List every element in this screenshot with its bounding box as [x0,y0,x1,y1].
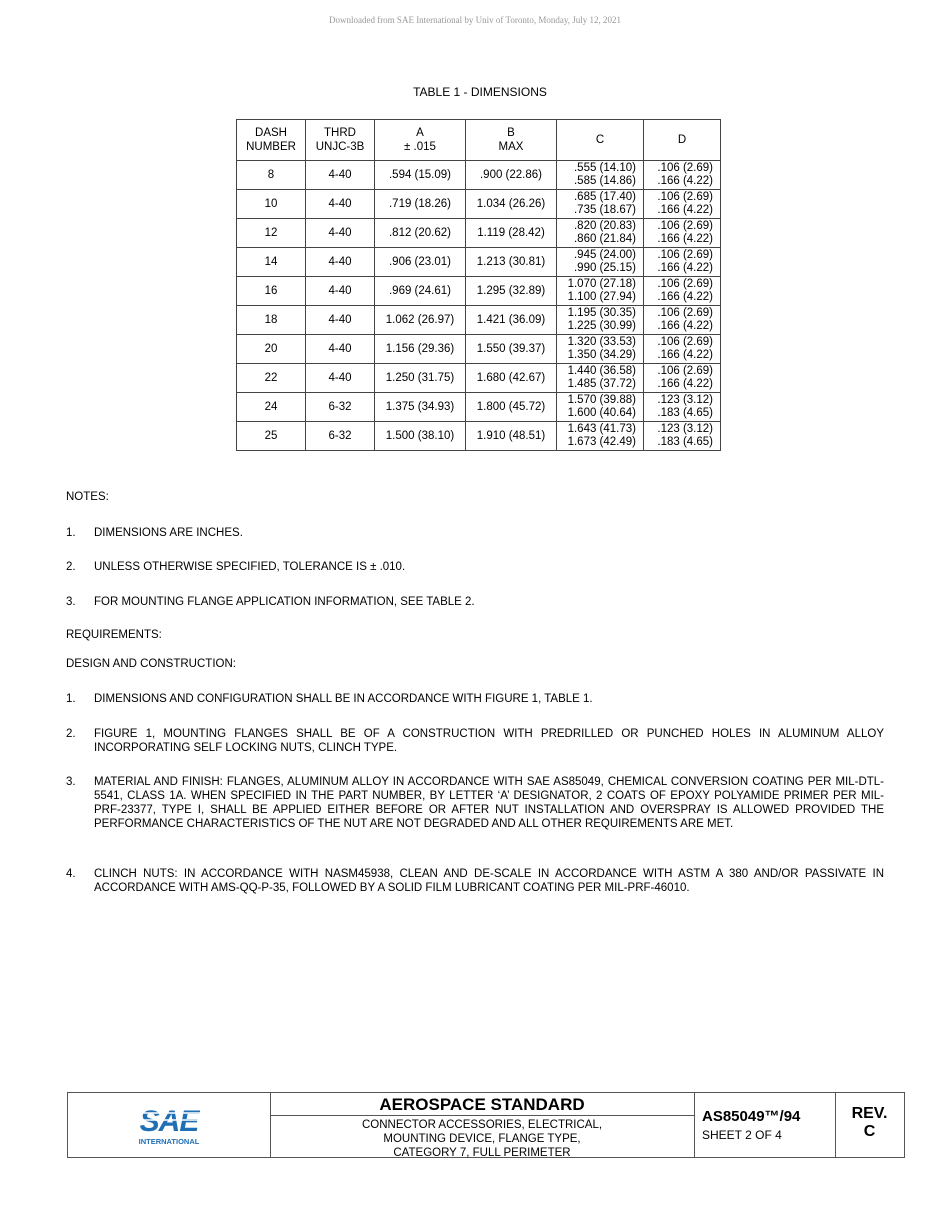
cell-thread: 4-40 [306,161,375,190]
dimensions-table [236,119,721,451]
document-number: AS85049™/94 [702,1108,801,1125]
cell-thread: 4-40 [306,306,375,335]
cell-dash: 24 [237,393,306,422]
requirement-item [66,727,884,755]
cell-c: 1.070 (27.18) 1.100 (27.94) [557,277,644,306]
cell-d: .123 (3.12) .183 (4.65) [644,422,721,451]
cell-b: 1.421 (36.09) [466,306,557,335]
requirement-text: FIGURE 1, MOUNTING FLANGES SHALL BE OF A CONSTRUCTION WITH PREDRILLED OR PUNCHED HOLES IN ALUMINUM ALLOY INCORPORATING SELF LOCKING NUTS, CLINCH TYPE. [94,728,884,754]
cell-d: .123 (3.12) .183 (4.65) [644,393,721,422]
cell-c: .945 (24.00) .990 (25.15) [557,248,644,277]
cell-dash: 10 [237,190,306,219]
standard-title: AEROSPACE STANDARD [270,1093,694,1116]
table-row [237,364,721,393]
sae-international-logo [68,1093,270,1157]
requirement-number: 2. [66,728,76,740]
requirement-text: MATERIAL AND FINISH: FLANGES, ALUMINUM ALLOY IN ACCORDANCE WITH SAE AS85049, CHEMICAL CONVERSION COATING PER MIL-DTL-5541, CLASS 1A. WHEN SPECIFIED IN THE PART NUMBER, BY LETTER ‘A’ DESIGNATOR, 2 COATS OF EPOXY POLYAMIDE PRIMER PER MIL-PRF-23377, TYPE I, SHALL BE APPLIED EITHER BEFORE OR AFTER NUT INSTALLATION AND OVERSPRAY IS ALLOWED PROVIDED THE PERFORMANCE CHARACTERISTICS OF THE NUT ARE NOT DEGRADED AND ALL OTHER REQUIREMENTS ARE MET. [94,776,884,830]
cell-d: .106 (2.69) .166 (4.22) [644,364,721,393]
cell-dash: 12 [237,219,306,248]
requirement-text: DIMENSIONS AND CONFIGURATION SHALL BE IN ACCORDANCE WITH FIGURE 1, TABLE 1. [94,693,593,705]
note-number: 1. [66,527,76,539]
cell-c: .685 (17.40) .735 (18.67) [557,190,644,219]
cell-b: 1.213 (30.81) [466,248,557,277]
table-row [237,190,721,219]
sae-logo-text: SAE [139,1105,199,1138]
cell-d: .106 (2.69) .166 (4.22) [644,306,721,335]
note-text: UNLESS OTHERWISE SPECIFIED, TOLERANCE IS ± .010. [94,561,406,573]
note-item [66,560,884,574]
requirement-item [66,692,884,706]
note-number: 3. [66,596,76,608]
note-number: 2. [66,561,76,573]
cell-c: 1.570 (39.88) 1.600 (40.64) [557,393,644,422]
cell-thread: 4-40 [306,335,375,364]
cell-b: 1.550 (39.37) [466,335,557,364]
requirement-number: 4. [66,868,76,880]
cell-thread: 4-40 [306,364,375,393]
design-construction-heading: DESIGN AND CONSTRUCTION: [66,658,236,670]
cell-d: .106 (2.69) .166 (4.22) [644,219,721,248]
table-row [237,306,721,335]
header-c: C [557,120,644,161]
cell-thread: 4-40 [306,248,375,277]
cell-dash: 16 [237,277,306,306]
table-title: TABLE 1 - DIMENSIONS [413,85,547,99]
requirement-number: 3. [66,776,76,788]
header-b: B MAX [466,120,557,161]
cell-c: .555 (14.10) .585 (14.86) [557,161,644,190]
requirement-text: CLINCH NUTS: IN ACCORDANCE WITH NASM45938, CLEAN AND DE-SCALE IN ACCORDANCE WITH ASTM A 380 AND/OR PASSIVATE IN ACCORDANCE WITH AMS-QQ-P-35, FOLLOWED BY A SOLID FILM LUBRICANT COATING PER MIL-PRF-46010. [94,868,884,894]
cell-a: .719 (18.26) [375,190,466,219]
table-header-row [237,120,721,161]
cell-b: 1.295 (32.89) [466,277,557,306]
requirement-number: 1. [66,693,76,705]
standard-subtitle: CONNECTOR ACCESSORIES, ELECTRICAL, MOUNTING DEVICE, FLANGE TYPE, CATEGORY 7, FULL PERIMETER [361,1119,603,1159]
document-number-cell [694,1093,836,1157]
cell-c: 1.195 (30.35) 1.225 (30.99) [557,306,644,335]
header-d: D [644,120,721,161]
cell-a: 1.500 (38.10) [375,422,466,451]
header-a: A ± .015 [375,120,466,161]
cell-thread: 6-32 [306,422,375,451]
table-row [237,422,721,451]
table-row [237,161,721,190]
cell-a: .906 (23.01) [375,248,466,277]
requirements-heading: REQUIREMENTS: [66,629,162,641]
cell-d: .106 (2.69) .166 (4.22) [644,277,721,306]
cell-d: .106 (2.69) .166 (4.22) [644,161,721,190]
cell-a: .594 (15.09) [375,161,466,190]
sheet-number: SHEET 2 OF 4 [702,1128,782,1142]
table-row [237,277,721,306]
note-item [66,595,884,609]
table-row [237,219,721,248]
cell-thread: 6-32 [306,393,375,422]
cell-a: 1.250 (31.75) [375,364,466,393]
cell-a: 1.156 (29.36) [375,335,466,364]
cell-b: 1.910 (48.51) [466,422,557,451]
cell-a: .812 (20.62) [375,219,466,248]
cell-b: 1.680 (42.67) [466,364,557,393]
document-title-cell [270,1093,695,1157]
sae-logo-subtext: INTERNATIONAL [138,1137,200,1146]
sae-logo-cell [68,1093,271,1157]
cell-a: 1.062 (26.97) [375,306,466,335]
cell-a: 1.375 (34.93) [375,393,466,422]
table-row [237,248,721,277]
cell-dash: 14 [237,248,306,277]
cell-thread: 4-40 [306,277,375,306]
header-thread: THRD UNJC-3B [306,120,375,161]
cell-c: 1.440 (36.58) 1.485 (37.72) [557,364,644,393]
cell-dash: 20 [237,335,306,364]
note-text: FOR MOUNTING FLANGE APPLICATION INFORMATION, SEE TABLE 2. [94,596,475,608]
cell-b: 1.800 (45.72) [466,393,557,422]
requirement-item [66,867,884,895]
revision-cell [835,1093,904,1157]
cell-dash: 25 [237,422,306,451]
cell-b: 1.119 (28.42) [466,219,557,248]
notes-heading: NOTES: [66,491,109,503]
revision-value: C [863,1123,876,1140]
revision-label: REV. [851,1105,888,1122]
note-text: DIMENSIONS ARE INCHES. [94,527,243,539]
cell-thread: 4-40 [306,219,375,248]
cell-d: .106 (2.69) .166 (4.22) [644,190,721,219]
cell-dash: 22 [237,364,306,393]
cell-b: 1.034 (26.26) [466,190,557,219]
cell-a: .969 (24.61) [375,277,466,306]
header-dash-number: DASH NUMBER [237,120,306,161]
table-row [237,393,721,422]
cell-d: .106 (2.69) .166 (4.22) [644,248,721,277]
cell-b: .900 (22.86) [466,161,557,190]
cell-dash: 8 [237,161,306,190]
note-item [66,526,884,540]
cell-c: 1.643 (41.73) 1.673 (42.49) [557,422,644,451]
cell-thread: 4-40 [306,190,375,219]
table-row [237,335,721,364]
requirement-item [66,775,884,831]
cell-dash: 18 [237,306,306,335]
title-block [67,1092,905,1158]
cell-c: .820 (20.83) .860 (21.84) [557,219,644,248]
download-watermark: Downloaded from SAE International by Univ of Toronto, Monday, July 12, 2021 [328,15,622,25]
cell-d: .106 (2.69) .166 (4.22) [644,335,721,364]
cell-c: 1.320 (33.53) 1.350 (34.29) [557,335,644,364]
